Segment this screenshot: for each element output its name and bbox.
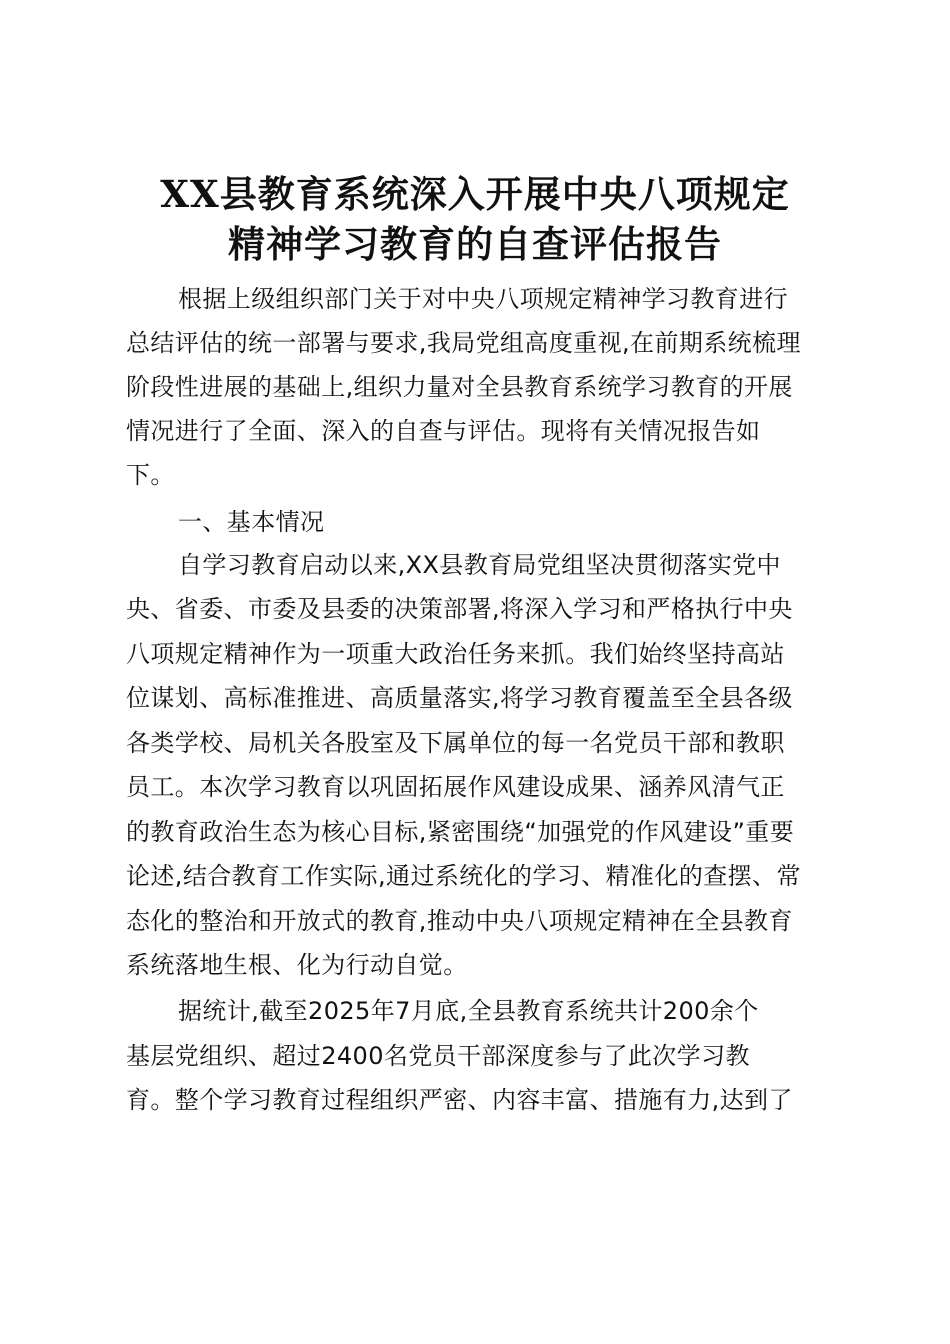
document-title-line-2: 精神学习教育的自查评估报告 [228,222,722,266]
paragraph-line: 阶段性进展的基础上,组织力量对全县教育系统学习教育的开展 [126,373,793,401]
paragraph-line: 总结评估的统一部署与要求,我局党组高度重视,在前期系统梳理 [126,329,801,357]
paragraph-line: 态化的整治和开放式的教育,推动中央八项规定精神在全县教育 [126,907,793,935]
paragraph-line: 系统落地生根、化为行动自觉。 [126,951,468,979]
document-title-line-1: XX县教育系统深入开展中央八项规定 [160,172,790,216]
paragraph-line: 央、省委、市委及县委的决策部署,将深入学习和严格执行中央 [126,595,793,623]
paragraph-line: 自学习教育启动以来,XX县教育局党组坚决贯彻落实党中 [178,551,781,579]
section-heading: 一、基本情况 [178,508,325,536]
paragraph-line: 据统计,截至2025年7月底,全县教育系统共计200余个 [178,997,759,1025]
paragraph-line: 育。整个学习教育过程组织严密、内容丰富、措施有力,达到了 [126,1086,793,1114]
paragraph-line: 的教育政治生态为核心目标,紧密围绕“加强党的作风建设”重要 [126,818,795,846]
paragraph-line: 情况进行了全面、深入的自查与评估。现将有关情况报告如 [126,417,761,445]
paragraph-line: 论述,结合教育工作实际,通过系统化的学习、精准化的查摆、常 [126,862,801,890]
paragraph-line: 位谋划、高标准推进、高质量落实,将学习教育覆盖至全县各级 [126,684,793,712]
paragraph-line: 各类学校、局机关各股室及下属单位的每一名党员干部和教职 [126,729,785,757]
paragraph-line: 基层党组织、超过2400名党员干部深度参与了此次学习教 [126,1042,750,1070]
paragraph-line: 根据上级组织部门关于对中央八项规定精神学习教育进行 [178,285,788,313]
paragraph-line: 员工。本次学习教育以巩固拓展作风建设成果、涵养风清气正 [126,773,785,801]
paragraph-line: 下。 [126,461,175,489]
paragraph-line: 八项规定精神作为一项重大政治任务来抓。我们始终坚持高站 [126,640,785,668]
